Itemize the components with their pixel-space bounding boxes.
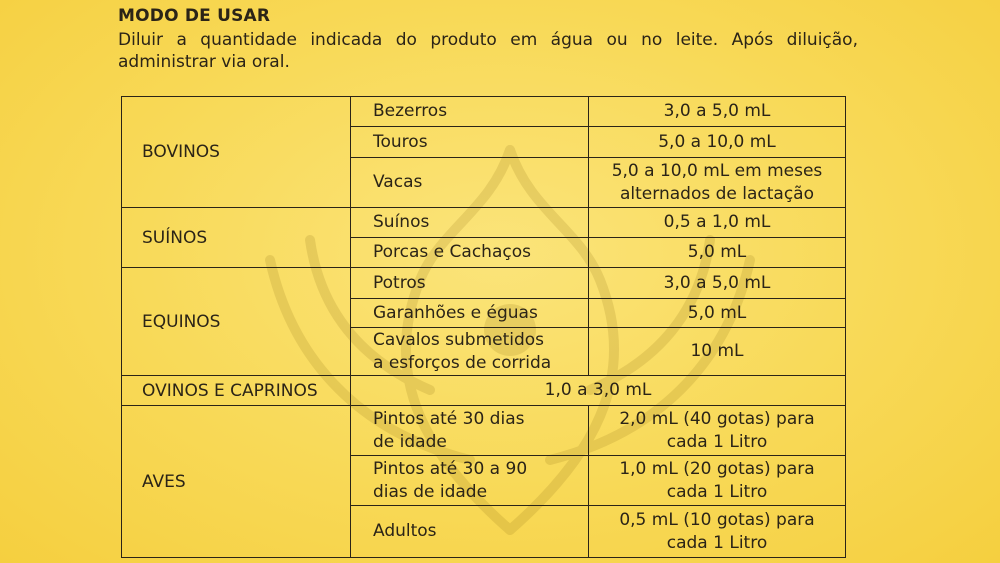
category-line: Pintos até 30 dias (373, 408, 525, 429)
category-line: a esforços de corrida (373, 352, 552, 373)
table-row (122, 376, 846, 406)
dosage-table (121, 96, 846, 558)
usage-instructions: Diluir a quantidade indicada do produto em água ou no leite. Após diluição, administrar via oral. (118, 30, 858, 72)
dose-line: 0,5 mL (10 gotas) para (619, 509, 815, 530)
dose-cell: 5,0 mL (589, 299, 846, 328)
category-cell: Suínos (351, 208, 589, 238)
dose-line: 1,0 mL (20 gotas) para (619, 458, 815, 479)
category-cell: Vacas (351, 158, 589, 208)
species-suinos: SUÍNOS (122, 208, 351, 268)
dose-line: alternados de lactação (620, 183, 814, 204)
category-cell: Touros (351, 127, 589, 158)
category-cell (351, 328, 589, 376)
category-cell: Potros (351, 268, 589, 299)
category-cell: Bezerros (351, 97, 589, 127)
dose-cell: 5,0 a 10,0 mL (589, 127, 846, 158)
category-line: dias de idade (373, 481, 488, 502)
dose-cell: 0,5 a 1,0 mL (589, 208, 846, 238)
dose-line: cada 1 Litro (666, 431, 768, 452)
dose-line: 2,0 mL (40 gotas) para (619, 408, 815, 429)
species-equinos: EQUINOS (122, 268, 351, 376)
dose-cell (589, 456, 846, 506)
dose-line: 5,0 a 10,0 mL em meses (611, 160, 823, 181)
category-cell: Garanhões e éguas (351, 299, 589, 328)
dose-line: cada 1 Litro (666, 532, 768, 553)
dose-cell (589, 406, 846, 456)
category-cell (351, 456, 589, 506)
species-aves: AVES (122, 406, 351, 558)
category-line: Cavalos submetidos (373, 329, 545, 350)
page-title: MODO DE USAR (118, 6, 271, 26)
category-cell (351, 406, 589, 456)
dose-line: cada 1 Litro (666, 481, 768, 502)
category-cell: Adultos (351, 506, 589, 558)
table-row (122, 406, 846, 456)
dose-cell: 5,0 mL (589, 238, 846, 268)
dose-cell: 1,0 a 3,0 mL (351, 376, 846, 406)
dose-cell (589, 158, 846, 208)
table-row (122, 97, 846, 127)
category-line: Pintos até 30 a 90 (373, 458, 528, 479)
category-cell: Porcas e Cachaços (351, 238, 589, 268)
species-ovinos-caprinos: OVINOS E CAPRINOS (122, 376, 351, 406)
dose-cell: 3,0 a 5,0 mL (589, 97, 846, 127)
table-row (122, 208, 846, 238)
dose-cell (589, 506, 846, 558)
dose-cell: 10 mL (589, 328, 846, 376)
table-row (122, 268, 846, 299)
dose-cell: 3,0 a 5,0 mL (589, 268, 846, 299)
category-line: de idade (373, 431, 447, 452)
species-bovinos: BOVINOS (122, 97, 351, 208)
